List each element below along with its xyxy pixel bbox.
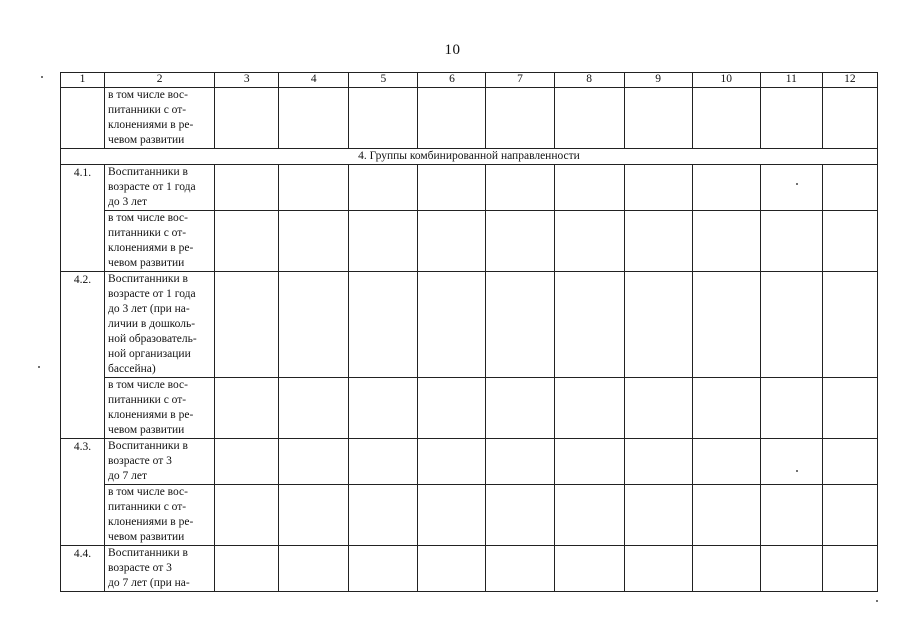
table-row [61,378,878,439]
column-header-5: 5 [349,73,418,88]
row-label: в том числе вос- питанники с от- клонениями в ре- чевом развитии [105,485,215,546]
table-row [61,165,878,211]
page-number: 10 [444,42,461,58]
column-header-1: 1 [61,73,105,88]
table-row-continued [61,88,878,149]
table-row [61,546,878,592]
column-header-2: 2 [105,73,215,88]
row-label: Воспитанники в возрасте от 3 до 7 лет [105,439,215,485]
column-header-9: 9 [624,73,692,88]
table-row [61,272,878,378]
column-header-10: 10 [692,73,760,88]
scan-speck [876,600,878,602]
table-row [61,439,878,485]
row-label: Воспитанники в возрасте от 3 до 7 лет (при на- [105,546,215,592]
scan-speck [796,183,798,185]
column-header-12: 12 [822,73,877,88]
scan-speck [38,366,40,368]
table-row [61,211,878,272]
row-label: в том числе вос- питанники с от- клонениями в ре- чевом развитии [105,378,215,439]
row-label: Воспитанники в возрасте от 1 года до 3 лет [105,165,215,211]
table-row [61,485,878,546]
row-number: 4.3. [61,439,105,546]
scan-speck [796,470,798,472]
section-heading-row [61,149,878,165]
row-label: Воспитанники в возрасте от 1 года до 3 лет (при на- личии в дошколь- ной образователь- ной организации бассейна) [105,272,215,378]
column-header-7: 7 [486,73,554,88]
row-label: в том числе вос- питанники с от- клонениями в ре- чевом развитии [105,211,215,272]
column-number-header [61,73,878,88]
column-header-11: 11 [760,73,822,88]
row-number: 4.4. [61,546,105,592]
row-number: 4.2. [61,272,105,439]
data-table [60,72,878,592]
section-title: 4. Группы комбинированной направленности [61,149,878,165]
column-header-4: 4 [279,73,349,88]
column-header-8: 8 [554,73,624,88]
row-label: в том числе вос- питанники с от- клонениями в ре- чевом развитии [105,88,215,149]
column-header-3: 3 [215,73,279,88]
column-header-6: 6 [418,73,486,88]
scan-speck [41,76,43,78]
row-number: 4.1. [61,165,105,272]
